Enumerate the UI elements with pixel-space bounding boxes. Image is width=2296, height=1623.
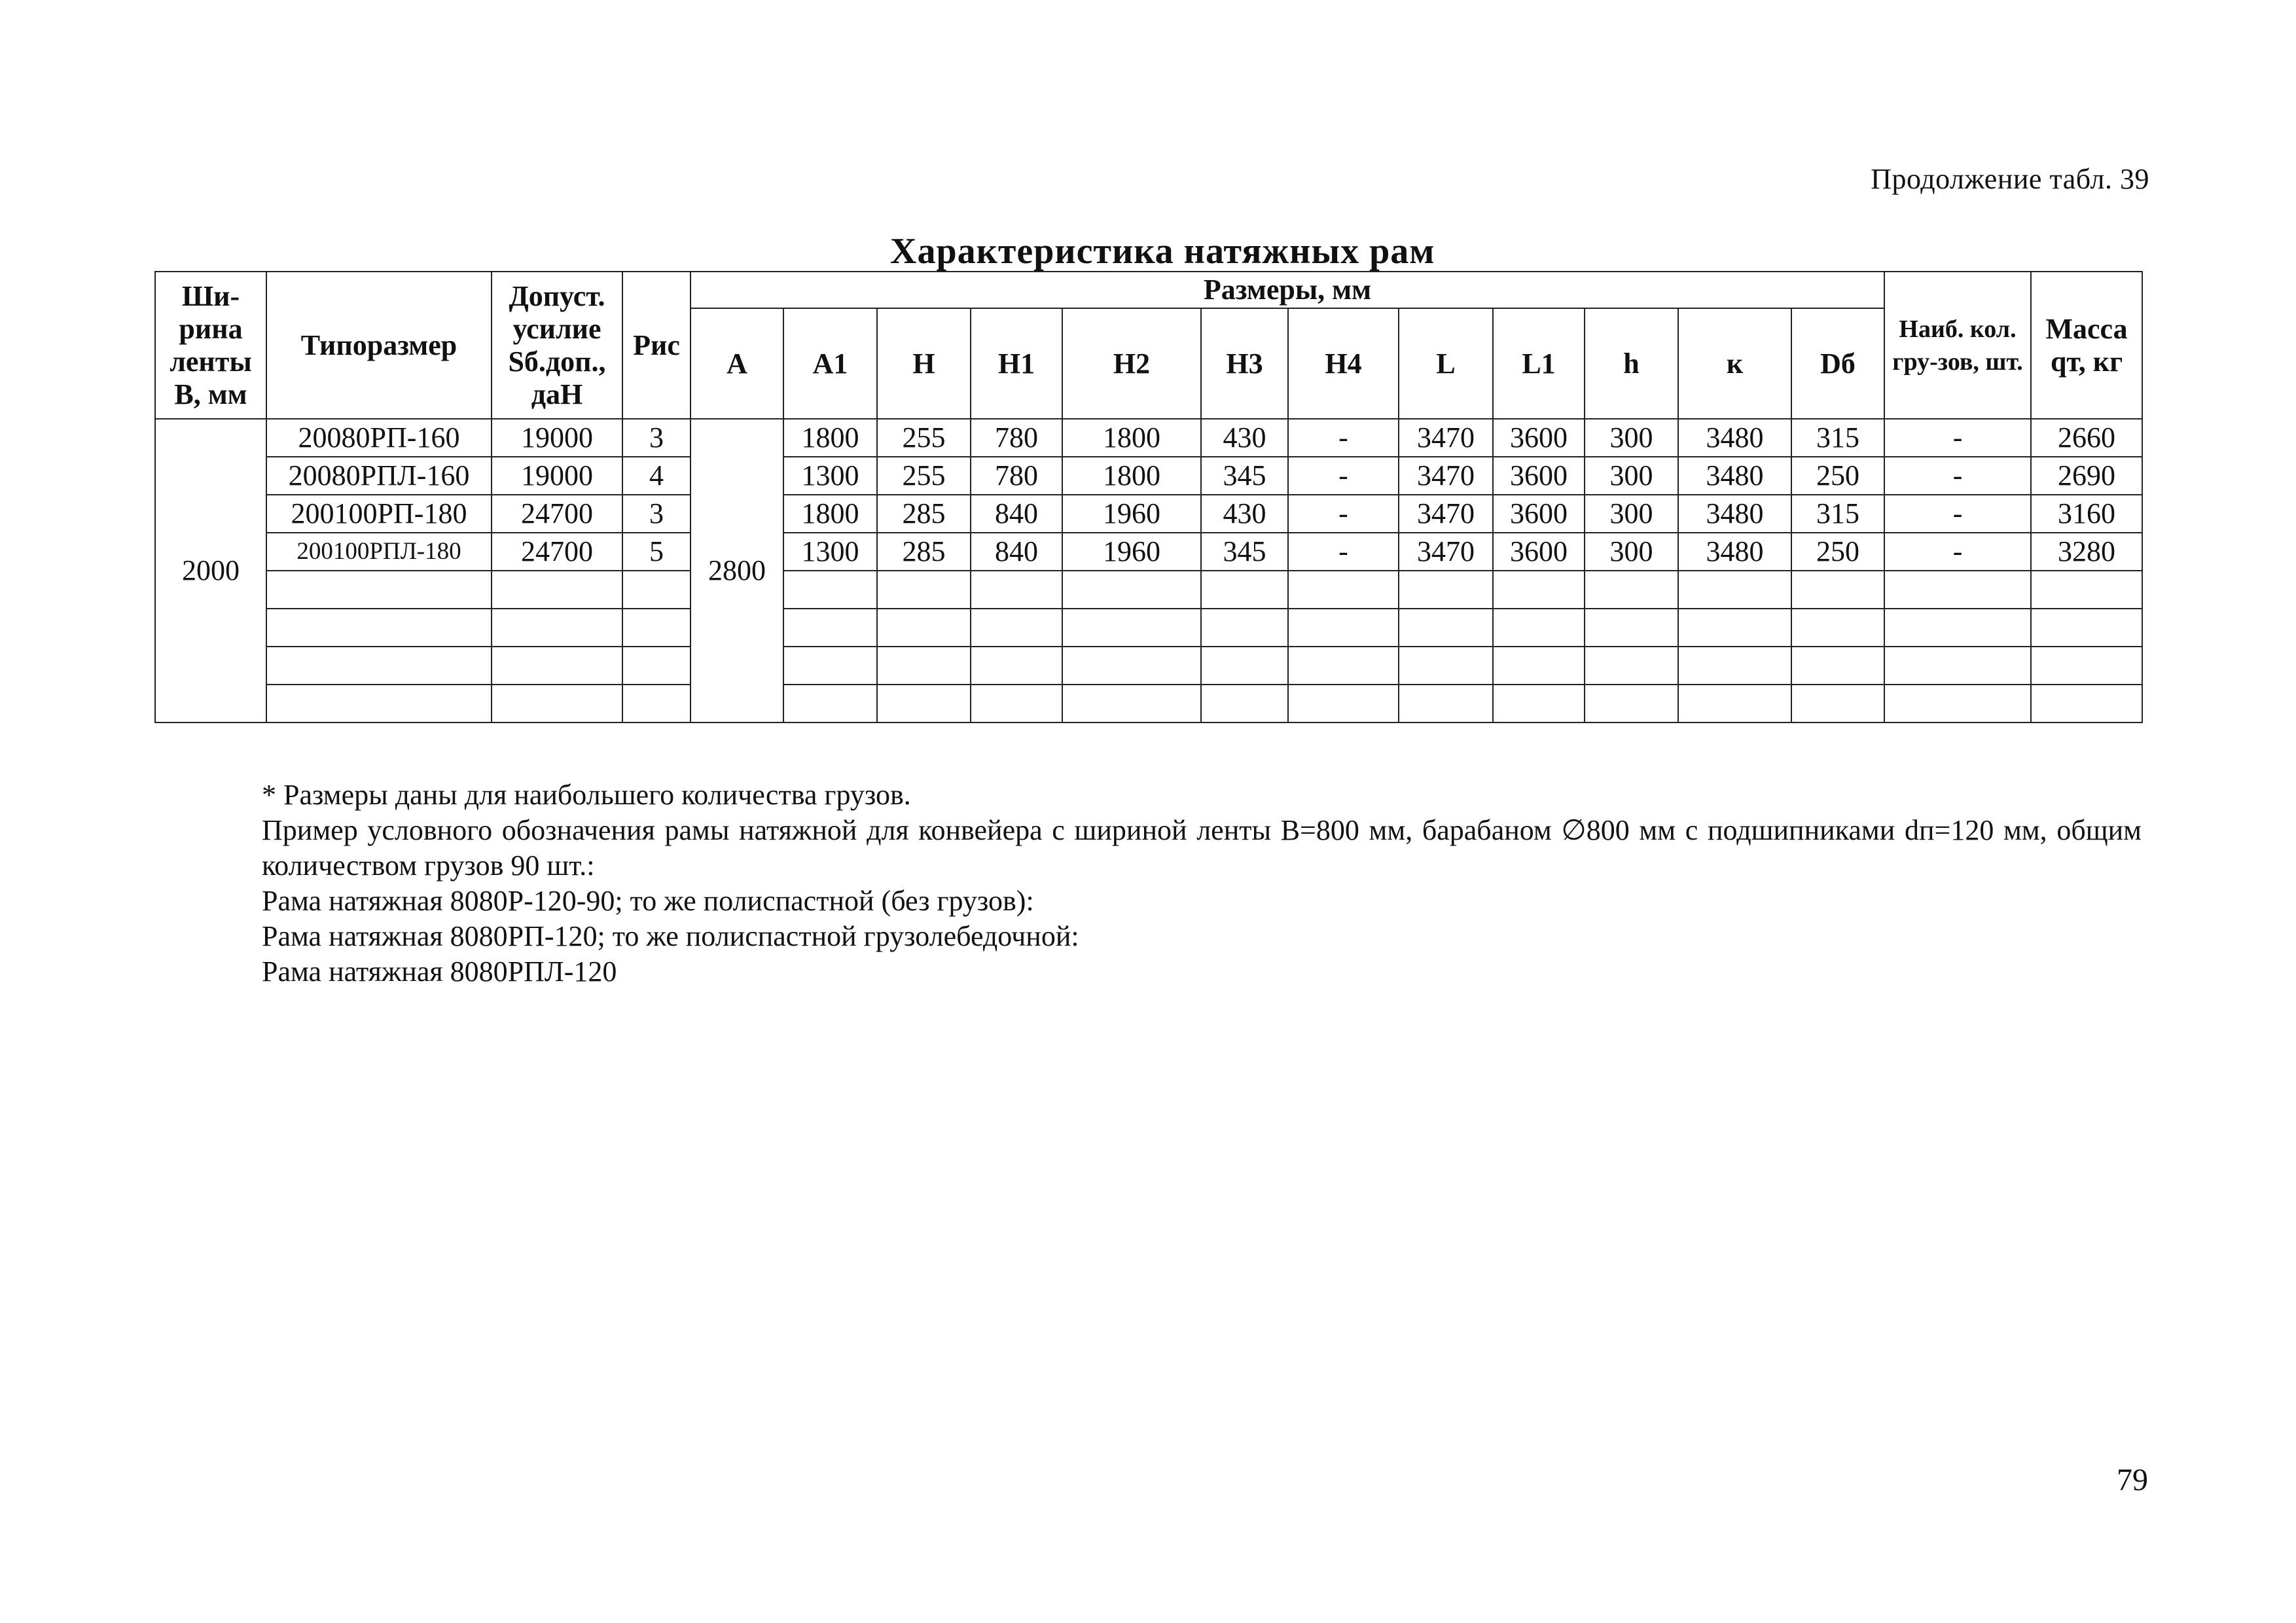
db-cell: 315: [1791, 419, 1884, 457]
h1-cell: 840: [971, 533, 1062, 571]
empty-table-row: [155, 647, 2142, 685]
h3-cell: 345: [1201, 533, 1288, 571]
footnote: * Размеры даны для наибольшего количества грузов.: [262, 779, 911, 811]
small-h-cell: 300: [1585, 457, 1678, 495]
col-header-db: Dб: [1791, 308, 1884, 419]
tension-frames-table: [154, 271, 2143, 723]
a1-cell: 1300: [783, 533, 877, 571]
col-header-type: Типоразмер: [266, 272, 492, 419]
page-number: 79: [2117, 1463, 2148, 1497]
fig-cell: 4: [622, 457, 691, 495]
l1-cell: 3600: [1493, 533, 1585, 571]
a1-cell: 1800: [783, 419, 877, 457]
col-header-l: L: [1399, 308, 1493, 419]
col-header-belt-width: Ши-рина ленты В, мм: [155, 272, 266, 419]
col-header-h2: H2: [1062, 308, 1201, 419]
notes-block: [165, 777, 2142, 990]
h1-cell: 840: [971, 495, 1062, 533]
h4-cell: -: [1288, 495, 1399, 533]
designation-line-1: Рама натяжная 8080Р-120-90; то же полиспастной (без грузов):: [262, 885, 1034, 917]
max-weights-cell: -: [1884, 419, 2031, 457]
a1-cell: 1800: [783, 495, 877, 533]
type-cell: 20080РПЛ-160: [266, 457, 492, 495]
col-header-h: H: [877, 308, 971, 419]
col-header-fig: Рис: [622, 272, 691, 419]
l-cell: 3470: [1399, 419, 1493, 457]
col-header-h3: H3: [1201, 308, 1288, 419]
mass-cell: 3280: [2031, 533, 2142, 571]
db-cell: 315: [1791, 495, 1884, 533]
col-header-dimensions: Размеры, мм: [691, 272, 1884, 308]
h4-cell: -: [1288, 533, 1399, 571]
a1-cell: 1300: [783, 457, 877, 495]
k-cell: 3480: [1678, 419, 1791, 457]
col-header-k: к: [1678, 308, 1791, 419]
fig-cell: 3: [622, 495, 691, 533]
table-row: [155, 457, 2142, 495]
force-cell: 19000: [492, 419, 622, 457]
designation-line-2: Рама натяжная 8080РП-120; то же полиспастной грузолебедочной:: [262, 920, 1079, 952]
table-continuation-label: Продолжение табл. 39: [1871, 163, 2149, 195]
empty-table-row: [155, 609, 2142, 647]
belt-width-cell: 2000: [155, 419, 266, 722]
table-row: [155, 533, 2142, 571]
l1-cell: 3600: [1493, 457, 1585, 495]
db-cell: 250: [1791, 457, 1884, 495]
type-cell: 200100РП-180: [266, 495, 492, 533]
small-h-cell: 300: [1585, 419, 1678, 457]
h-cell: 285: [877, 495, 971, 533]
empty-table-row: [155, 685, 2142, 722]
l-cell: 3470: [1399, 457, 1493, 495]
table-title: Характеристика натяжных рам: [890, 231, 1435, 272]
l-cell: 3470: [1399, 495, 1493, 533]
k-cell: 3480: [1678, 495, 1791, 533]
h3-cell: 430: [1201, 495, 1288, 533]
mass-cell: 3160: [2031, 495, 2142, 533]
h2-cell: 1800: [1062, 419, 1201, 457]
col-header-mass: Масса qт, кг: [2031, 272, 2142, 419]
db-cell: 250: [1791, 533, 1884, 571]
small-h-cell: 300: [1585, 533, 1678, 571]
fig-cell: 5: [622, 533, 691, 571]
table-row: [155, 495, 2142, 533]
h3-cell: 345: [1201, 457, 1288, 495]
small-h-cell: 300: [1585, 495, 1678, 533]
col-header-a: A: [691, 308, 783, 419]
force-cell: 24700: [492, 495, 622, 533]
h-cell: 255: [877, 457, 971, 495]
col-header-max-weights: Наиб. кол. гру-зов, шт.: [1884, 272, 2031, 419]
h4-cell: -: [1288, 457, 1399, 495]
fig-cell: 3: [622, 419, 691, 457]
col-header-a1: A1: [783, 308, 877, 419]
l-cell: 3470: [1399, 533, 1493, 571]
force-cell: 24700: [492, 533, 622, 571]
max-weights-cell: -: [1884, 533, 2031, 571]
type-cell: 20080РП-160: [266, 419, 492, 457]
empty-table-row: [155, 571, 2142, 609]
h2-cell: 1800: [1062, 457, 1201, 495]
a-cell: 2800: [691, 419, 783, 722]
h3-cell: 430: [1201, 419, 1288, 457]
h1-cell: 780: [971, 419, 1062, 457]
l1-cell: 3600: [1493, 495, 1585, 533]
col-header-h4: H4: [1288, 308, 1399, 419]
col-header-h1: H1: [971, 308, 1062, 419]
max-weights-cell: -: [1884, 495, 2031, 533]
h4-cell: -: [1288, 419, 1399, 457]
max-weights-cell: -: [1884, 457, 2031, 495]
mass-cell: 2690: [2031, 457, 2142, 495]
designation-line-3: Рама натяжная 8080РПЛ-120: [262, 955, 617, 988]
designation-example: Пример условного обозначения рамы натяжной для конвейера с шириной ленты В=800 мм, барабаном ∅800 мм с подшипниками dп=120 мм, общим количеством грузов 90 шт.:: [262, 814, 2142, 882]
h1-cell: 780: [971, 457, 1062, 495]
h2-cell: 1960: [1062, 533, 1201, 571]
col-header-force: Допуст. усилие Sб.доп., даН: [492, 272, 622, 419]
table-row: [155, 419, 2142, 457]
h-cell: 255: [877, 419, 971, 457]
k-cell: 3480: [1678, 457, 1791, 495]
mass-cell: 2660: [2031, 419, 2142, 457]
k-cell: 3480: [1678, 533, 1791, 571]
col-header-l1: L1: [1493, 308, 1585, 419]
h2-cell: 1960: [1062, 495, 1201, 533]
type-cell: 200100РПЛ-180: [266, 533, 492, 571]
h-cell: 285: [877, 533, 971, 571]
col-header-small-h: h: [1585, 308, 1678, 419]
force-cell: 19000: [492, 457, 622, 495]
l1-cell: 3600: [1493, 419, 1585, 457]
